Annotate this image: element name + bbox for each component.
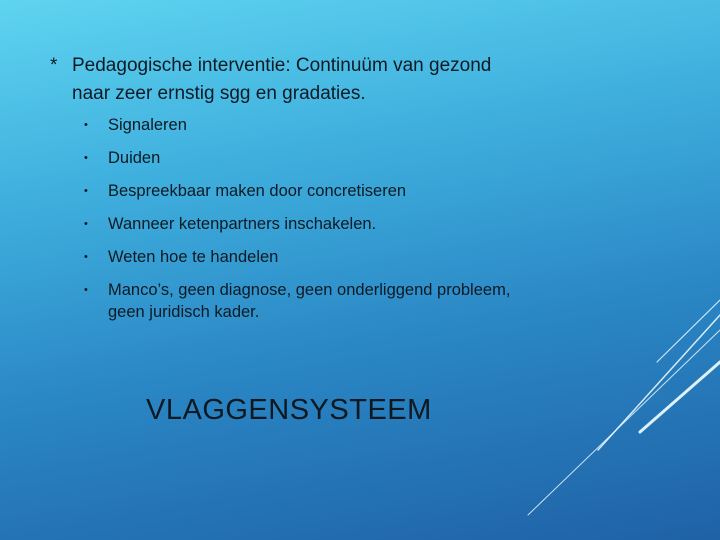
deco-line — [657, 300, 720, 362]
bullet-text: Bespreekbaar maken door concretiseren — [108, 182, 407, 200]
list-item — [84, 180, 524, 202]
bullet-text: Signaleren — [108, 116, 187, 134]
bullet-icon: • — [84, 152, 88, 164]
bullet-icon: • — [84, 185, 88, 197]
bullet-icon: • — [84, 119, 88, 131]
bullet-text: Manco’s, geen diagnose, geen onderliggend probleem, geen juridisch kader. — [108, 281, 511, 321]
deco-line — [528, 330, 720, 515]
heading-text: Pedagogische interventie: Continuüm van gezond naar zeer ernstig sgg en gradaties. — [72, 55, 492, 104]
slide-title: VLAGGENSYSTEEM — [146, 394, 432, 426]
bullet-list — [84, 114, 524, 334]
bullet-text: Wanneer ketenpartners inschakelen. — [108, 215, 377, 233]
list-item — [84, 213, 524, 235]
bullet-icon: • — [84, 284, 88, 296]
slide-heading — [50, 52, 530, 108]
deco-line — [640, 362, 720, 432]
bullet-text: Weten hoe te handelen — [108, 248, 279, 266]
bullet-icon: • — [84, 251, 88, 263]
bullet-text: Duiden — [108, 149, 161, 167]
heading-marker: * — [50, 55, 58, 76]
deco-line — [598, 315, 720, 450]
list-item — [84, 279, 524, 323]
list-item — [84, 114, 524, 136]
list-item — [84, 147, 524, 169]
bullet-icon: • — [84, 218, 88, 230]
list-item — [84, 246, 524, 268]
